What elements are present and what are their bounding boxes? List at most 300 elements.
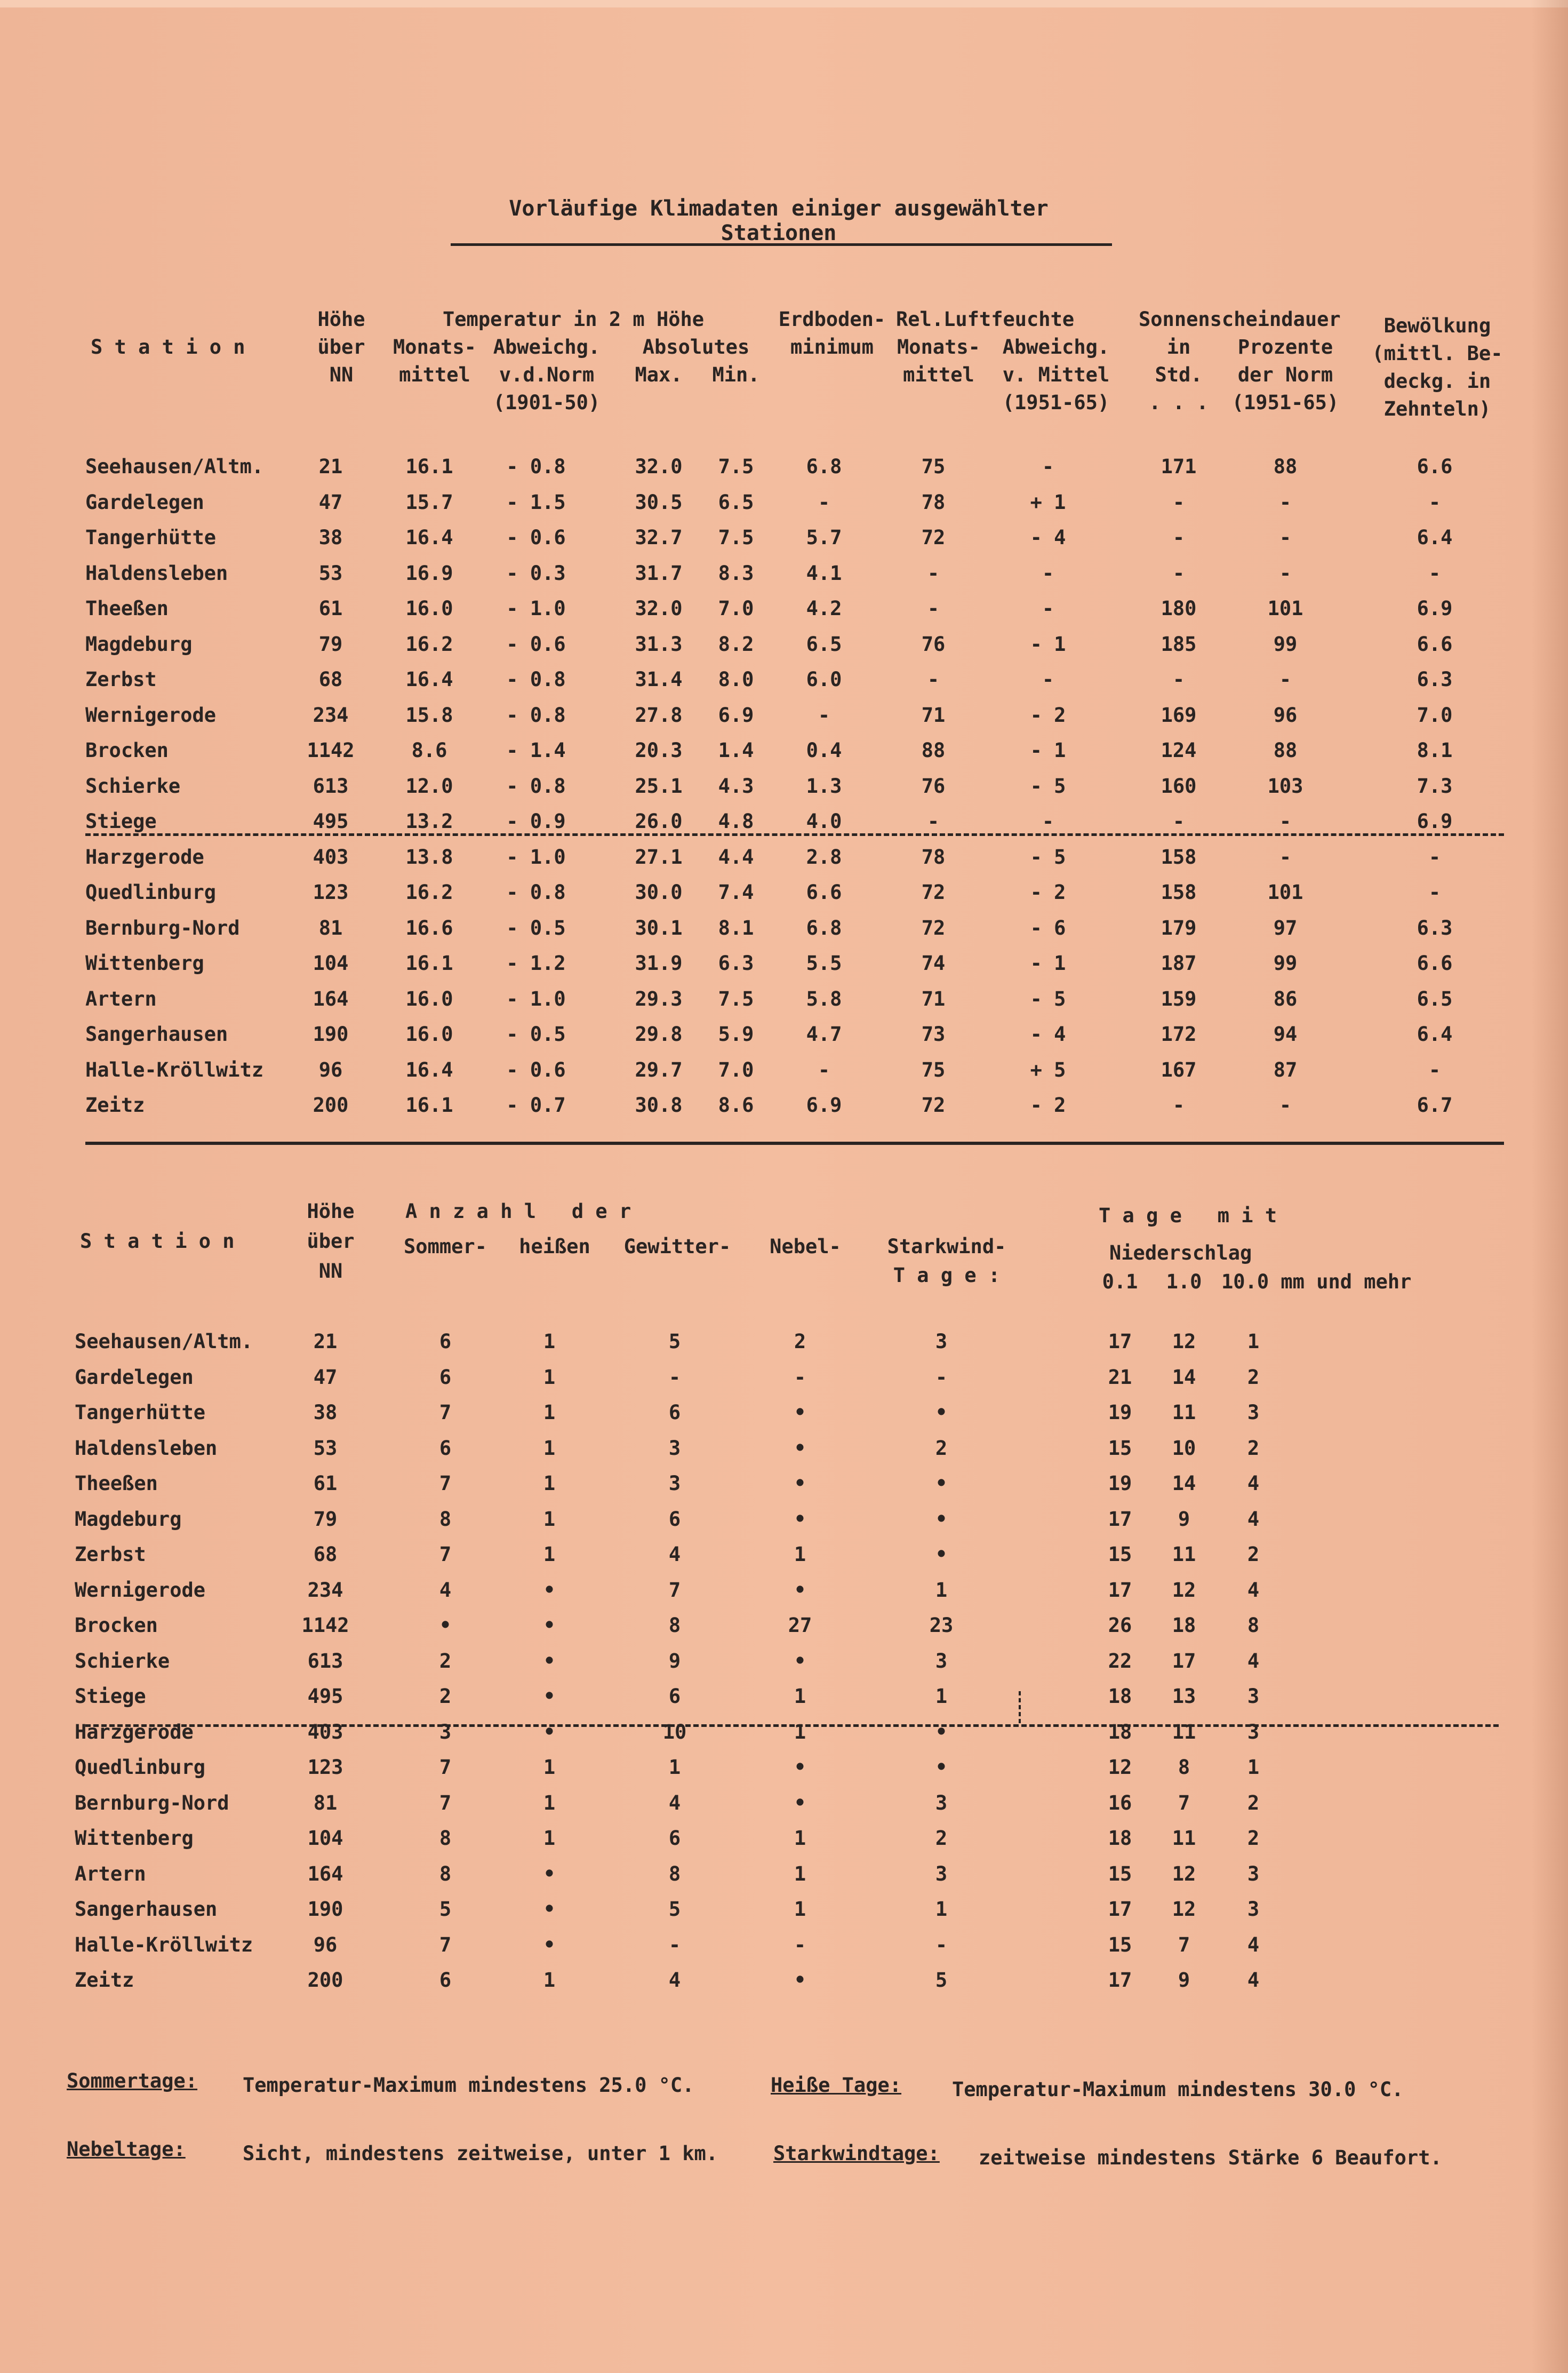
table2-cell-sommer: 8 — [439, 1827, 452, 1850]
table2-cell-n01: 17 — [1108, 1969, 1132, 1992]
t1-header-luft-mittel-2: mittel — [903, 363, 974, 386]
table1-cell-abw: - 0.8 — [506, 881, 566, 904]
table1-cell-max: 31.3 — [635, 633, 683, 656]
table1-cell-max: 32.0 — [635, 455, 683, 478]
table1-cell-max: 25.1 — [635, 775, 683, 798]
table1-cell-sonnestd: - — [1172, 668, 1185, 691]
table2-cell-hoehe: 200 — [307, 1969, 343, 1992]
t2-header-gewitter: Gewitter- — [623, 1235, 731, 1258]
table1-cell-sonnestd: 160 — [1161, 775, 1197, 798]
table1-cell-luftabw: - — [1042, 810, 1054, 833]
table2-cell-heisse: 1 — [543, 1401, 556, 1424]
table2-cell-heisse: • — [543, 1862, 556, 1885]
table2-cell-nebel: 1 — [794, 1543, 806, 1566]
table1-cell-abw: - 0.9 — [506, 810, 566, 833]
table1-cell-luftabw: - — [1042, 455, 1054, 478]
table1-cell-mittel: 16.9 — [405, 562, 453, 585]
table2-cell-heisse: 1 — [543, 1508, 556, 1531]
table1-cell-max: 27.1 — [635, 846, 683, 869]
footnote-starkwind-label: Starkwindtage: — [773, 2142, 940, 2165]
table1-cell-bew: 6.4 — [1417, 526, 1453, 549]
table2-cell-sommer: 7 — [439, 1933, 452, 1956]
table1-cell-station: Zerbst — [85, 668, 157, 691]
table1-group-separator — [85, 833, 1504, 836]
table1-cell-sonnestd: - — [1172, 562, 1185, 585]
table2-cell-n100: 8 — [1247, 1614, 1260, 1637]
table1-cell-erd: - — [818, 1058, 830, 1081]
table2-cell-station: Wernigerode — [75, 1579, 206, 1602]
table1-cell-luftmittel: 75 — [921, 455, 946, 478]
table1-cell-bew: 8.1 — [1417, 739, 1453, 762]
table2-cell-n10: 9 — [1178, 1508, 1190, 1531]
table2-cell-n100: 2 — [1247, 1437, 1260, 1460]
table2-cell-n01: 18 — [1108, 1827, 1132, 1850]
table1-cell-max: 32.0 — [635, 597, 683, 620]
table2-cell-station: Zerbst — [75, 1543, 146, 1566]
table1-cell-sonneproz: 88 — [1273, 455, 1298, 478]
table2-cell-starkwind: - — [935, 1933, 948, 1956]
table1-cell-luftmittel: 73 — [921, 1023, 946, 1046]
table1-cell-max: 31.7 — [635, 562, 683, 585]
t1-header-sonne-std-3: . . . — [1149, 391, 1209, 414]
table1-cell-mittel: 12.0 — [405, 775, 453, 798]
table2-cell-n01: 15 — [1108, 1437, 1132, 1460]
table1-cell-erd: 5.8 — [806, 988, 842, 1010]
table2-cell-station: Tangerhütte — [75, 1401, 206, 1424]
table2-cell-n10: 14 — [1172, 1366, 1196, 1389]
table2-cell-station: Wittenberg — [75, 1827, 194, 1850]
table2-cell-hoehe: 164 — [307, 1862, 343, 1885]
table2-cell-sommer: 6 — [439, 1366, 452, 1389]
table2-cell-hoehe: 79 — [313, 1508, 338, 1531]
table1-cell-min: 7.5 — [718, 526, 754, 549]
table1-cell-station: Bernburg-Nord — [85, 917, 240, 939]
table2-cell-sommer: 6 — [439, 1437, 452, 1460]
t2-header-niederschlag: Niederschlag — [1109, 1241, 1252, 1264]
t1-header-erdboden-1: Erdboden- — [778, 308, 886, 331]
table2-cell-nebel: 1 — [794, 1721, 806, 1743]
table2-cell-hoehe: 403 — [307, 1721, 343, 1743]
table1-cell-abw: - 0.5 — [506, 1023, 566, 1046]
table2-cell-station: Gardelegen — [75, 1366, 194, 1389]
t1-header-sonne-std-2: Std. — [1155, 363, 1203, 386]
table1-cell-hoehe: 38 — [318, 526, 343, 549]
table2-cell-hoehe: 613 — [307, 1650, 343, 1673]
table1-cell-sonneproz: - — [1279, 526, 1292, 549]
table1-cell-hoehe: 47 — [318, 491, 343, 514]
table2-cell-sommer: 7 — [439, 1791, 452, 1814]
table1-cell-hoehe: 403 — [313, 846, 349, 869]
table2-cell-station: Seehausen/Altm. — [75, 1330, 253, 1353]
table1-cell-luftmittel: 75 — [921, 1058, 946, 1081]
table1-cell-erd: 1.3 — [806, 775, 842, 798]
t1-header-bewoelkung-3: deckg. in — [1383, 370, 1491, 393]
table2-cell-n10: 9 — [1178, 1969, 1190, 1992]
t1-header-luft-abw-1: Abweichg. — [1002, 336, 1110, 359]
table2-cell-n10: 10 — [1172, 1437, 1196, 1460]
table1-cell-mittel: 13.2 — [405, 810, 453, 833]
footnote-starkwind-text: zeitweise mindestens Stärke 6 Beaufort. — [979, 2146, 1442, 2169]
table1-cell-min: 6.9 — [718, 704, 754, 727]
table2-cell-heisse: 1 — [543, 1437, 556, 1460]
table2-cell-hoehe: 1142 — [301, 1614, 349, 1637]
table1-cell-hoehe: 81 — [318, 917, 343, 939]
t1-header-hoehe-2: über — [317, 336, 365, 359]
table2-cell-n100: 2 — [1247, 1791, 1260, 1814]
table2-cell-starkwind: • — [935, 1508, 948, 1531]
table-divider-line — [85, 1142, 1504, 1145]
table2-cell-station: Schierke — [75, 1650, 170, 1673]
t2-header-n100: 10.0 mm und mehr — [1221, 1270, 1412, 1293]
table2-cell-n01: 17 — [1108, 1898, 1132, 1921]
table2-cell-station: Halle-Kröllwitz — [75, 1933, 253, 1956]
table2-cell-n100: 4 — [1247, 1933, 1260, 1956]
table1-cell-hoehe: 79 — [318, 633, 343, 656]
table1-cell-erd: 6.6 — [806, 881, 842, 904]
table1-cell-sonnestd: 158 — [1161, 881, 1197, 904]
table1-cell-erd: 6.9 — [806, 1094, 842, 1117]
table2-cell-nebel: • — [794, 1756, 806, 1779]
t2-header-anzahl: A n z a h l d e r — [405, 1200, 631, 1223]
table1-cell-hoehe: 96 — [318, 1058, 343, 1081]
table2-cell-sommer: 7 — [439, 1543, 452, 1566]
table1-cell-min: 7.4 — [718, 881, 754, 904]
t2-header-hoehe-1: Höhe — [307, 1200, 355, 1223]
table1-cell-mittel: 15.7 — [405, 491, 453, 514]
table2-cell-n10: 11 — [1172, 1721, 1196, 1743]
t1-header-sonne-proz-1: Prozente — [1237, 336, 1333, 359]
table1-cell-min: 8.1 — [718, 917, 754, 939]
footnote-sommertage-text: Temperatur-Maximum mindestens 25.0 °C. — [243, 2074, 694, 2097]
table1-cell-mittel: 16.4 — [405, 526, 453, 549]
table2-cell-sommer: 6 — [439, 1969, 452, 1992]
table2-cell-sommer: 7 — [439, 1401, 452, 1424]
table1-cell-abw: - 1.0 — [506, 846, 566, 869]
table1-cell-sonneproz: 96 — [1273, 704, 1298, 727]
table1-cell-erd: 6.5 — [806, 633, 842, 656]
t1-header-abweichg-1: Abweichg. — [493, 336, 601, 359]
table2-cell-nebel: • — [794, 1579, 806, 1602]
table1-cell-sonneproz: - — [1279, 846, 1292, 869]
t2-header-nebel: Nebel- — [770, 1235, 841, 1258]
table1-cell-bew: - — [1428, 1058, 1441, 1081]
table1-cell-min: 8.2 — [718, 633, 754, 656]
table1-cell-sonnestd: - — [1172, 491, 1185, 514]
table1-cell-mittel: 16.1 — [405, 952, 453, 975]
table1-cell-luftmittel: - — [927, 668, 940, 691]
table1-cell-bew: 6.9 — [1417, 810, 1453, 833]
table1-cell-erd: 4.7 — [806, 1023, 842, 1046]
table1-cell-min: 6.5 — [718, 491, 754, 514]
table2-cell-n01: 19 — [1108, 1401, 1132, 1424]
table1-cell-sonneproz: 103 — [1267, 775, 1303, 798]
table2-cell-n100: 4 — [1247, 1969, 1260, 1992]
table1-cell-mittel: 16.1 — [405, 455, 453, 478]
table1-cell-bew: - — [1428, 562, 1441, 585]
t1-header-sonne-proz-3: (1951-65) — [1231, 391, 1339, 414]
table2-cell-n100: 3 — [1247, 1685, 1260, 1708]
table2-cell-heisse: 1 — [543, 1969, 556, 1992]
table2-cell-station: Magdeburg — [75, 1508, 182, 1531]
table2-cell-starkwind: 3 — [935, 1650, 948, 1673]
table1-cell-mittel: 16.0 — [405, 597, 453, 620]
table2-cell-n01: 18 — [1108, 1685, 1132, 1708]
table2-cell-starkwind: • — [935, 1721, 948, 1743]
table1-cell-luftabw: - 2 — [1030, 881, 1066, 904]
table2-cell-n10: 12 — [1172, 1898, 1196, 1921]
table2-cell-starkwind: • — [935, 1543, 948, 1566]
table1-cell-hoehe: 68 — [318, 668, 343, 691]
table2-cell-sommer: 3 — [439, 1721, 452, 1743]
table1-cell-min: 7.0 — [718, 1058, 754, 1081]
table1-cell-bew: 6.3 — [1417, 668, 1453, 691]
table2-cell-n100: 3 — [1247, 1862, 1260, 1885]
table1-cell-hoehe: 123 — [313, 881, 349, 904]
footnote-nebeltage-text: Sicht, mindestens zeitweise, unter 1 km. — [243, 2142, 718, 2165]
table1-cell-luftmittel: 76 — [921, 775, 946, 798]
table2-cell-station: Artern — [75, 1862, 146, 1885]
table2-cell-n10: 11 — [1172, 1827, 1196, 1850]
table1-cell-abw: - 0.8 — [506, 455, 566, 478]
table1-cell-erd: 4.2 — [806, 597, 842, 620]
table2-cell-heisse: • — [543, 1614, 556, 1637]
table2-cell-n01: 15 — [1108, 1543, 1132, 1566]
table1-cell-erd: - — [818, 704, 830, 727]
table2-cell-starkwind: • — [935, 1472, 948, 1495]
table2-cell-nebel: • — [794, 1969, 806, 1992]
footnote-heisse-label: Heiße Tage: — [771, 2074, 902, 2097]
table1-cell-bew: 6.3 — [1417, 917, 1453, 939]
table2-cell-hoehe: 123 — [307, 1756, 343, 1779]
table1-cell-sonneproz: 99 — [1273, 633, 1298, 656]
table2-cell-n01: 18 — [1108, 1721, 1132, 1743]
table2-cell-hoehe: 104 — [307, 1827, 343, 1850]
table1-cell-max: 32.7 — [635, 526, 683, 549]
table1-cell-mittel: 16.4 — [405, 1058, 453, 1081]
table2-cell-nebel: 2 — [794, 1330, 806, 1353]
table1-cell-sonneproz: - — [1279, 491, 1292, 514]
table1-cell-station: Zeitz — [85, 1094, 145, 1117]
table2-cell-n01: 12 — [1108, 1756, 1132, 1779]
table2-cell-starkwind: 2 — [935, 1437, 948, 1460]
table2-cell-sommer: 7 — [439, 1472, 452, 1495]
table2-cell-heisse: • — [543, 1650, 556, 1673]
table2-cell-hoehe: 53 — [313, 1437, 338, 1460]
t1-header-temp-group: Temperatur in 2 m Höhe — [443, 308, 705, 331]
table1-cell-abw: - 0.8 — [506, 668, 566, 691]
table2-cell-heisse: 1 — [543, 1330, 556, 1353]
table2-cell-station: Sangerhausen — [75, 1898, 218, 1921]
table1-cell-sonneproz: - — [1279, 562, 1292, 585]
table1-cell-luftmittel: - — [927, 562, 940, 585]
table2-cell-gewitter: 4 — [668, 1969, 681, 1992]
table1-cell-sonneproz: 94 — [1273, 1023, 1298, 1046]
table1-cell-station: Haldensleben — [85, 562, 228, 585]
document-title: Vorläufige Klimadaten einiger ausgewählter Stationen — [509, 196, 1049, 245]
table1-cell-erd: 5.7 — [806, 526, 842, 549]
table2-cell-n10: 7 — [1178, 1933, 1190, 1956]
t1-header-luft-group: Rel.Luftfeuchte — [896, 308, 1075, 331]
table1-cell-sonnestd: - — [1172, 810, 1185, 833]
table1-cell-max: 30.5 — [635, 491, 683, 514]
table1-cell-bew: 6.5 — [1417, 988, 1453, 1010]
table1-cell-min: 4.8 — [718, 810, 754, 833]
table1-cell-station: Artern — [85, 988, 157, 1010]
table2-cell-gewitter: 6 — [668, 1685, 681, 1708]
t1-header-monatsmittel-1: Monats- — [393, 336, 476, 359]
table1-cell-erd: 4.0 — [806, 810, 842, 833]
table1-cell-station: Halle-Kröllwitz — [85, 1058, 264, 1081]
table1-cell-hoehe: 234 — [313, 704, 349, 727]
t1-header-bewoelkung-1: Bewölkung — [1383, 314, 1491, 337]
t1-header-hoehe-1: Höhe — [317, 308, 365, 331]
table2-cell-n10: 13 — [1172, 1685, 1196, 1708]
table2-cell-gewitter: 5 — [668, 1330, 681, 1353]
table2-cell-sommer: 8 — [439, 1508, 452, 1531]
table1-cell-station: Tangerhütte — [85, 526, 217, 549]
paper-edge-right — [1531, 0, 1568, 2373]
table1-cell-abw: - 1.0 — [506, 988, 566, 1010]
table2-cell-n10: 17 — [1172, 1650, 1196, 1673]
table1-cell-sonnestd: 158 — [1161, 846, 1197, 869]
table2-cell-n100: 2 — [1247, 1543, 1260, 1566]
t1-header-min: Min. — [712, 363, 760, 386]
table2-cell-n01: 22 — [1108, 1650, 1132, 1673]
table1-cell-luftabw: - 1 — [1030, 633, 1066, 656]
table2-cell-n100: 1 — [1247, 1756, 1260, 1779]
table1-cell-mittel: 8.6 — [411, 739, 447, 762]
table1-cell-erd: 6.8 — [806, 917, 842, 939]
table1-cell-mittel: 16.1 — [405, 1094, 453, 1117]
table1-cell-erd: 5.5 — [806, 952, 842, 975]
table1-cell-sonnestd: - — [1172, 526, 1185, 549]
table1-cell-min: 8.0 — [718, 668, 754, 691]
table1-cell-max: 31.9 — [635, 952, 683, 975]
table1-cell-luftmittel: 72 — [921, 917, 946, 939]
table1-cell-bew: 6.9 — [1417, 597, 1453, 620]
table1-cell-abw: - 0.8 — [506, 775, 566, 798]
table1-cell-bew: 6.4 — [1417, 1023, 1453, 1046]
table1-cell-abw: - 1.0 — [506, 597, 566, 620]
table1-cell-bew: 6.6 — [1417, 633, 1453, 656]
t1-header-bewoelkung-2: (mittl. Be- — [1372, 342, 1503, 365]
table2-cell-n01: 15 — [1108, 1933, 1132, 1956]
table1-cell-erd: 0.4 — [806, 739, 842, 762]
table1-cell-sonneproz: - — [1279, 1094, 1292, 1117]
table1-cell-abw: - 0.6 — [506, 526, 566, 549]
table1-cell-luftabw: - 5 — [1030, 988, 1066, 1010]
table1-cell-mittel: 16.0 — [405, 1023, 453, 1046]
table1-cell-hoehe: 104 — [313, 952, 349, 975]
table1-cell-luftmittel: 76 — [921, 633, 946, 656]
table2-cell-n01: 17 — [1108, 1579, 1132, 1602]
t1-header-monatsmittel-2: mittel — [399, 363, 470, 386]
table2-cell-gewitter: 5 — [668, 1898, 681, 1921]
t2-header-starkwind: Starkwind- — [887, 1235, 1006, 1258]
table1-cell-luftabw: - 6 — [1030, 917, 1066, 939]
table1-cell-luftabw: - 5 — [1030, 775, 1066, 798]
table2-cell-hoehe: 21 — [313, 1330, 338, 1353]
table2-cell-n100: 1 — [1247, 1330, 1260, 1353]
table2-cell-n10: 12 — [1172, 1579, 1196, 1602]
t2-header-tage: T a g e : — [893, 1264, 1001, 1287]
table2-cell-gewitter: 9 — [668, 1650, 681, 1673]
table2-cell-n100: 4 — [1247, 1472, 1260, 1495]
t1-header-max: Max. — [635, 363, 683, 386]
table1-cell-sonnestd: 124 — [1161, 739, 1197, 762]
table1-cell-sonneproz: 101 — [1267, 597, 1303, 620]
table2-cell-starkwind: 3 — [935, 1791, 948, 1814]
table2-cell-station: Harzgerode — [75, 1721, 194, 1743]
t2-header-n10: 1.0 — [1166, 1270, 1202, 1293]
table1-cell-hoehe: 61 — [318, 597, 343, 620]
table1-cell-max: 31.4 — [635, 668, 683, 691]
table1-cell-min: 8.6 — [718, 1094, 754, 1117]
table1-cell-max: 20.3 — [635, 739, 683, 762]
table2-cell-n01: 26 — [1108, 1614, 1132, 1637]
table2-cell-nebel: • — [794, 1401, 806, 1424]
table2-cell-nebel: • — [794, 1437, 806, 1460]
table1-cell-luftabw: - 1 — [1030, 952, 1066, 975]
footnote-sommertage-label: Sommertage: — [67, 2069, 198, 2092]
table2-cell-heisse: • — [543, 1721, 556, 1743]
table1-cell-luftmittel: 71 — [921, 704, 946, 727]
table2-cell-gewitter: - — [668, 1366, 681, 1389]
table1-cell-hoehe: 495 — [313, 810, 349, 833]
table2-cell-station: Stiege — [75, 1685, 146, 1708]
table1-cell-min: 1.4 — [718, 739, 754, 762]
table1-cell-sonnestd: - — [1172, 1094, 1185, 1117]
table2-cell-heisse: 1 — [543, 1756, 556, 1779]
table1-cell-min: 5.9 — [718, 1023, 754, 1046]
table1-cell-sonneproz: 97 — [1273, 917, 1298, 939]
table2-cell-nebel: - — [794, 1933, 806, 1956]
t1-header-abweichg-3: (1901-50) — [493, 391, 601, 414]
table1-cell-min: 8.3 — [718, 562, 754, 585]
table1-cell-station: Theeßen — [85, 597, 169, 620]
table2-cell-heisse: • — [543, 1579, 556, 1602]
table2-cell-hoehe: 61 — [313, 1472, 338, 1495]
table1-cell-hoehe: 190 — [313, 1023, 349, 1046]
table2-cell-n01: 17 — [1108, 1330, 1132, 1353]
table1-cell-station: Magdeburg — [85, 633, 193, 656]
table2-cell-gewitter: 6 — [668, 1508, 681, 1531]
table1-cell-abw: - 0.6 — [506, 633, 566, 656]
table1-cell-min: 6.3 — [718, 952, 754, 975]
table2-cell-n10: 11 — [1172, 1543, 1196, 1566]
table1-cell-bew: 6.6 — [1417, 455, 1453, 478]
table1-cell-abw: - 0.3 — [506, 562, 566, 585]
table1-cell-abw: - 0.8 — [506, 704, 566, 727]
table1-cell-luftmittel: 88 — [921, 739, 946, 762]
table2-cell-n10: 12 — [1172, 1862, 1196, 1885]
table2-cell-n100: 2 — [1247, 1366, 1260, 1389]
t1-header-sonne-std-1: in — [1166, 336, 1191, 359]
table1-cell-min: 4.3 — [718, 775, 754, 798]
t2-header-sommer: Sommer- — [404, 1235, 487, 1258]
table1-cell-mittel: 16.2 — [405, 881, 453, 904]
table2-cell-nebel: 27 — [788, 1614, 812, 1637]
t1-header-luft-abw-2: v. Mittel — [1002, 363, 1110, 386]
table1-cell-station: Quedlinburg — [85, 881, 217, 904]
t1-header-bewoelkung-4: Zehnteln) — [1383, 397, 1491, 420]
table2-cell-station: Zeitz — [75, 1969, 134, 1992]
table1-cell-hoehe: 613 — [313, 775, 349, 798]
table2-cell-n01: 17 — [1108, 1508, 1132, 1531]
table1-cell-min: 7.5 — [718, 455, 754, 478]
table2-cell-starkwind: 23 — [929, 1614, 954, 1637]
table1-cell-luftabw: - — [1042, 562, 1054, 585]
